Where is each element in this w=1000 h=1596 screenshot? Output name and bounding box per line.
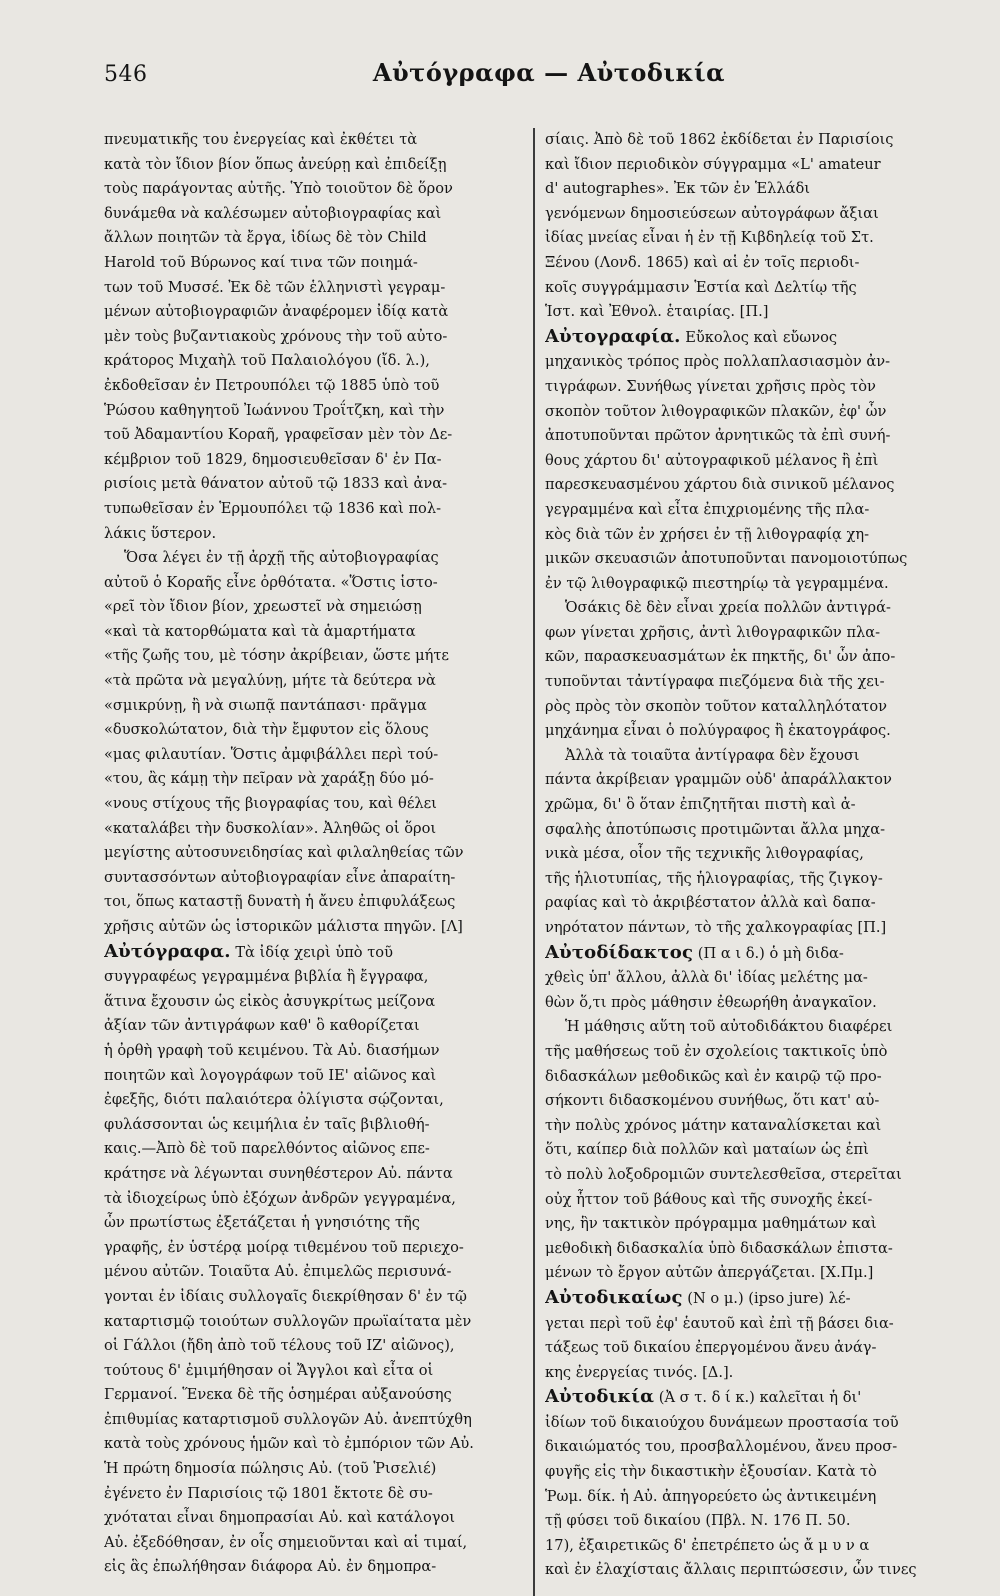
text-line <box>104 153 517 178</box>
line-text: μένου αὐτῶν. Τοιαῦτα Αὐ. ἐπιμελῶς περισυνά- <box>104 1263 452 1281</box>
text-line <box>545 744 960 769</box>
text-line <box>545 276 960 301</box>
text-line <box>545 818 960 843</box>
line-text: παρεσκευασμένου χάρτου διὰ σινικοῦ μέλανος <box>545 476 895 494</box>
right-column <box>545 128 960 1583</box>
text-line <box>104 177 517 202</box>
line-text: Ὅσα λέγει ἐν τῇ ἀρχῇ τῆς αὐτοβιογραφίας <box>124 549 439 567</box>
text-line <box>104 448 517 473</box>
line-text: τῆς ἡλιοτυπίας, τῆς ἡλιογραφίας, τῆς ζιγκογ- <box>545 869 883 887</box>
text-line <box>545 1361 960 1386</box>
line-text: τὸ πολὺ λοξοδρομιῶν συντελεσθεῖσα, στερεῖται <box>545 1165 902 1183</box>
line-text: τυπωθεῖσαν ἐν Ἑρμουπόλει τῷ 1836 καὶ πολ- <box>104 499 442 517</box>
line-text: μεγίστης αὐτοσυνειδησίας καὶ φιλαληθείας τῶν <box>104 844 464 862</box>
line-text: τυποῦνται τἀντίγραφα πιεζόμενα διὰ τῆς χει- <box>545 673 885 691</box>
text-line <box>545 226 960 251</box>
line-text: φυλάσσονται ὡς κειμήλια ἐν ταῖς βιβλιοθή- <box>104 1115 430 1133</box>
line-text: δικαιώματός του, προσβαλλομένου, ἄνευ προσ- <box>545 1438 898 1456</box>
line-text: «καταλάβει τὴν δυσκολίαν». Ἀληθῶς οἱ ὅροι <box>104 819 437 837</box>
line-text: των τοῦ Μυσσέ. Ἐκ δὲ τῶν ἑλληνιστὶ γεγραμ- <box>104 278 446 296</box>
line-text: κατὰ τὸν ἴδιον βίον ὅπως ἀνεύρῃ καὶ ἐπιδείξῃ <box>104 155 447 173</box>
line-text: φυγῆς εἰς τὴν δικαστικὴν ἐξουσίαν. Κατὰ τὸ <box>545 1463 877 1481</box>
line-text: ὧν πρωτίστως ἐξετάζεται ἡ γνησιότης τῆς <box>104 1214 420 1232</box>
line-text: «σμικρύνῃ, ἢ νὰ σιωπᾷ παντάπασι· πρᾶγμα <box>104 696 427 714</box>
text-line <box>104 423 517 448</box>
line-text: σίαις. Ἀπὸ δὲ τοῦ 1862 ἐκδίδεται ἐν Παρισίοις <box>545 131 894 148</box>
text-line <box>545 621 960 646</box>
text-line <box>104 1408 517 1433</box>
line-text: φων γίνεται χρῆσις, ἀντὶ λιθογραφικῶν πλα- <box>545 623 881 641</box>
line-text: ἐπιθυμίας καταρτισμοῦ συλλογῶν Αὐ. ἀνεπτύχθη <box>104 1410 472 1428</box>
line-text: «τὰ πρῶτα νὰ μεγαλύνῃ, μήτε τὰ δεύτερα νὰ <box>104 672 436 690</box>
line-text: Harold τοῦ Βύρωνος καί τινα τῶν ποιημά- <box>104 253 418 271</box>
line-text: κοῖς συγγράμμασιν Ἑστία καὶ Δελτίῳ τῆς <box>545 278 857 296</box>
line-text: κης ἐνεργείας τινός. [Δ.]. <box>545 1363 734 1381</box>
line-text: ἀξίαν τῶν ἀντιγράφων καθ' ὃ καθορίζεται <box>104 1017 420 1035</box>
left-column <box>104 128 531 1580</box>
line-text: τοῦ Ἀδαμαντίου Κοραῆ, γραφεῖσαν μὲν τὸν Δε- <box>104 426 453 444</box>
text-line <box>545 695 960 720</box>
line-text: Ἱστ. καὶ Ἐθνολ. ἑταιρίας. [Π.] <box>545 303 769 321</box>
line-text: ρὸς πρὸς τὸν σκοπὸν τοῦτον καταλληλότατον <box>545 697 888 715</box>
text-line <box>545 128 960 153</box>
text-line <box>104 792 517 817</box>
text-line <box>104 965 517 990</box>
text-line <box>104 1334 517 1359</box>
text-line <box>104 226 517 251</box>
text-line <box>545 1040 960 1065</box>
line-text: τοι, ὅπως καταστῇ δυνατὴ ἡ ἄνευ ἐπιφυλάξεως <box>104 893 456 911</box>
line-text: μένων τὸ ἔργον αὐτῶν ἀπεργάζεται. [Χ.Πμ.] <box>545 1264 874 1282</box>
text-line <box>545 375 960 400</box>
text-line <box>545 991 960 1016</box>
text-line <box>545 449 960 474</box>
line-text: d' autographes». Ἐκ τῶν ἐν Ἑλλάδι <box>545 180 811 198</box>
text-line <box>545 1065 960 1090</box>
line-text: ἐγένετο ἐν Παρισίοις τῷ 1801 ἔκτοτε δὲ συ- <box>104 1484 433 1502</box>
text-line <box>104 890 517 915</box>
text-line <box>545 523 960 548</box>
text-line <box>545 400 960 425</box>
line-text: 17), ἐξαιρετικῶς δ' ἐπετρέπετο ὡς ἄ μ υ ν α <box>545 1536 870 1554</box>
text-line <box>104 128 517 153</box>
line-text: σκοπὸν τοῦτον λιθογραφικῶν πλακῶν, ἐφ' ὧν <box>545 402 887 420</box>
text-line <box>104 1162 517 1187</box>
line-text: κῶν, παρασκευασμάτων ἐκ πηκτῆς, δι' ὧν ἀπο- <box>545 648 896 666</box>
line-text: «του, ἂς κάμῃ τὴν πεῖραν νὰ χαράξῃ δύο μό- <box>104 770 434 788</box>
entry-headword: Αὐτογραφία. <box>545 325 681 347</box>
text-line <box>545 1534 960 1559</box>
text-line <box>545 867 960 892</box>
line-text: γραφῆς, ἐν ὑστέρᾳ μοίρᾳ τιθεμένου τοῦ περιεχο- <box>104 1238 464 1256</box>
text-line <box>545 1237 960 1262</box>
text-line <box>545 424 960 449</box>
line-text: τῇ φύσει τοῦ δικαίου (Πβλ. Ν. 176 Π. 50. <box>545 1512 851 1530</box>
text-line <box>104 1383 517 1408</box>
line-text: τῆς μαθήσεως τοῦ ἐν σχολείοις τακτικοῖς ὑπὸ <box>545 1042 888 1060</box>
line-text: μὲν τοὺς βυζαντιακοὺς χρόνους τὴν τοῦ αὐτο- <box>104 327 448 345</box>
text-line <box>545 202 960 227</box>
text-line <box>545 891 960 916</box>
text-line <box>545 473 960 498</box>
line-text: ὅτι, καίπερ διὰ πολλῶν καὶ ματαίων ὡς ἐπὶ <box>545 1141 869 1159</box>
line-text: μένων αὐτοβιογραφιῶν ἀναφέρομεν ἰδίᾳ κατὰ <box>104 303 449 321</box>
line-text: Ῥωμ. δίκ. ἡ Αὐ. ἀπηγορεύετο ὡς ἀντικειμένη <box>545 1487 877 1505</box>
text-line <box>545 1435 960 1460</box>
text-line <box>545 1312 960 1337</box>
text-line <box>545 670 960 695</box>
text-line <box>545 645 960 670</box>
text-line <box>104 620 517 645</box>
line-text: νηρότατον πάντων, τὸ τῆς χαλκογραφίας [Π.] <box>545 919 887 936</box>
text-line <box>545 1509 960 1534</box>
text-line <box>104 349 517 374</box>
text-line <box>545 966 960 991</box>
text-line <box>104 571 517 596</box>
line-text: Ξένου (Λονδ. 1865) καὶ αἱ ἐν τοῖς περιοδι- <box>545 253 860 271</box>
line-text: ραφίας καὶ τὸ ἀκριβέστατον ἀλλὰ καὶ δαπα- <box>545 894 876 912</box>
text-line <box>104 251 517 276</box>
text-line <box>104 990 517 1015</box>
text-line <box>545 1460 960 1485</box>
line-text: Ἡ μάθησις αὕτη τοῦ αὐτοδιδάκτου διαφέρει <box>565 1018 893 1036</box>
line-text: κὸς διὰ τῶν ἐν χρήσει ἐν τῇ λιθογραφίᾳ χη- <box>545 525 870 543</box>
line-text: «ρεῖ τὸν ἴδιον βίον, χρεωστεῖ νὰ σημειώσῃ <box>104 598 422 616</box>
text-line <box>104 1457 517 1482</box>
text-line <box>104 202 517 227</box>
line-text: οἱ Γάλλοι (ἤδη ἀπὸ τοῦ τέλους τοῦ ΙΖ' αἰῶνος), <box>104 1337 455 1355</box>
text-line <box>104 1482 517 1507</box>
text-line <box>104 276 517 301</box>
text-line <box>545 1558 960 1583</box>
entry-headword: Αὐτοδίδακτος <box>545 941 694 963</box>
line-text: μεθοδικὴ διδασκαλία ὑπὸ διδασκάλων ἐπιστα- <box>545 1239 893 1257</box>
line-text: πνευματικῆς του ἐνεργείας καὶ ἐκθέτει τὰ <box>104 131 418 148</box>
line-text: (Ν ο μ.) (ipso jure) λέ- <box>682 1289 851 1307</box>
line-text: καις.—Ἀπὸ δὲ τοῦ παρελθόντος αἰῶνος επε- <box>104 1140 430 1158</box>
text-line <box>104 546 517 571</box>
line-text: ἅτινα ἔχουσιν ὡς εἰκὸς ἀσυγκρίτως μείζονα <box>104 992 436 1010</box>
text-line <box>104 817 517 842</box>
text-line <box>545 1114 960 1139</box>
text-line <box>545 300 960 325</box>
line-text: ἡ ὀρθὴ γραφὴ τοῦ κειμένου. Τὰ Αὐ. διασήμων <box>104 1041 440 1059</box>
text-line <box>104 1285 517 1310</box>
text-line <box>104 1187 517 1212</box>
text-line <box>104 595 517 620</box>
line-text: Γερμανοί. Ἕνεκα δὲ τῆς ὁσημέραι αὐξανούσης <box>104 1386 452 1404</box>
text-line <box>545 251 960 276</box>
line-text: τούτους δ' ἐμιμήθησαν οἱ Ἄγγλοι καὶ εἶτα οἱ <box>104 1361 434 1379</box>
text-line <box>104 399 517 424</box>
line-text: κατὰ τοὺς χρόνους ἡμῶν καὶ τὸ ἐμπόριον τῶν Αὐ. <box>104 1435 474 1453</box>
text-line <box>545 1188 960 1213</box>
text-line <box>545 1089 960 1114</box>
text-line <box>104 1113 517 1138</box>
line-text: ποιητῶν καὶ λογογράφων τοῦ ΙΕ' αἰῶνος καὶ <box>104 1066 437 1084</box>
text-line <box>104 522 517 547</box>
line-text: Ὁσάκις δὲ δὲν εἶναι χρεία πολλῶν ἀντιγρά- <box>565 599 891 617</box>
line-text: Αὐ. ἐξεδόθησαν, ἐν οἷς σημειοῦνται καὶ αἱ τιμαί, <box>104 1533 468 1551</box>
line-text: τὴν πολὺς χρόνος μάτην καταναλίσκεται καὶ <box>545 1116 882 1134</box>
line-text: θους χάρτου δι' αὐτογραφικοῦ μέλανος ἢ ἐπὶ <box>545 451 879 469</box>
line-text: οὐχ ἧττον τοῦ βάθους καὶ τῆς συνοχῆς ἐκεί- <box>545 1190 873 1208</box>
page-number: 546 <box>104 62 148 87</box>
text-line <box>104 644 517 669</box>
line-text: Τὰ ἰδίᾳ χειρὶ ὑπὸ τοῦ <box>230 943 393 961</box>
line-text: πάντα ἀκρίβειαν γραμμῶν οὐδ' ἀπαράλλακτον <box>545 771 892 789</box>
line-text: γενόμενων δημοσιεύσεων αὐτογράφων ἄξιαι <box>545 204 879 222</box>
line-text: τιγράφων. Συνήθως γίνεται χρῆσις πρὸς τὸν <box>545 377 876 395</box>
text-line <box>104 497 517 522</box>
line-text: ἐφεξῆς, διότι παλαιότερα ὀλίγιστα σῴζονται, <box>104 1091 444 1109</box>
line-text: Εὔκολος καὶ εὔωνος <box>680 328 838 346</box>
line-text: ἄλλων ποιητῶν τὰ ἔργα, ἰδίως δὲ τὸν Child <box>104 229 427 247</box>
line-text: μηχάνημα εἶναι ὁ πολύγραφος ἢ ἑκατογράφος. <box>545 722 891 740</box>
text-line <box>104 1064 517 1089</box>
line-text: (Ἀ σ τ. δ ί κ.) καλεῖται ἡ δι' <box>654 1389 862 1407</box>
text-line <box>545 177 960 202</box>
text-line <box>104 1014 517 1039</box>
line-text: Ἀλλὰ τὰ τοιαῦτα ἀντίγραφα δὲν ἔχουσι <box>565 746 860 764</box>
line-text: μικῶν σκευασιῶν ἀποτυποῦνται πανομοιοτύπως <box>545 550 908 568</box>
text-line <box>104 1432 517 1457</box>
text-line <box>104 1260 517 1285</box>
text-line <box>545 768 960 793</box>
entry-headword: Αὐτοδικία <box>545 1386 655 1408</box>
line-text: καταρτισμῷ τοιούτων συλλογῶν πρωϊαίτατα μὲν <box>104 1312 472 1330</box>
text-line <box>545 1261 960 1286</box>
text-line <box>104 915 517 940</box>
text-line <box>545 596 960 621</box>
text-line <box>104 718 517 743</box>
line-text: τάξεως τοῦ δικαίου ἐπεργομένου ἄνευ ἀνάγ- <box>545 1339 877 1357</box>
text-line <box>104 325 517 350</box>
text-line <box>545 153 960 178</box>
text-line <box>104 300 517 325</box>
text-line <box>104 841 517 866</box>
line-text: σήκοντι διδασκομένου συνήθως, ὅτι κατ' αὐ- <box>545 1092 880 1110</box>
line-text: συντασσόντων αὐτοβιογραφίαν εἶνε ἀπαραίτη- <box>104 868 456 886</box>
text-line <box>545 1286 960 1312</box>
text-line <box>104 1310 517 1335</box>
text-line <box>545 1212 960 1237</box>
line-text: καὶ ἐν ἐλαχίσταις ἄλλαις περιπτώσεσιν, ὧν τινες <box>545 1561 917 1579</box>
text-line <box>104 669 517 694</box>
text-line <box>545 1015 960 1040</box>
line-text: (Π α ι δ.) ὁ μὴ διδα- <box>693 944 844 962</box>
text-line <box>545 1411 960 1436</box>
text-line <box>104 1211 517 1236</box>
text-line <box>545 719 960 744</box>
line-text: αὐτοῦ ὁ Κοραῆς εἶνε ὀρθότατα. «Ὅστις ἱστο- <box>104 573 438 591</box>
line-text: «νους στίχους τῆς βιογραφίας του, καὶ θέλει <box>104 795 437 813</box>
running-head: Αὐτόγραφα — Αὐτοδικία <box>372 58 726 87</box>
line-text: γονται ἐν ἰδίαις συλλογαῖς διεκρίθησαν δ' ἐν τῷ <box>104 1287 467 1305</box>
text-line <box>545 1138 960 1163</box>
text-line <box>545 1385 960 1411</box>
line-text: χρῶμα, δι' ὃ ὅταν ἐπιζητῆται πιστὴ καὶ ἀ- <box>545 796 856 814</box>
line-text: γεται περὶ τοῦ ἐφ' ἑαυτοῦ καὶ ἐπὶ τῇ βάσει δια- <box>545 1314 894 1332</box>
entry-headword: Αὐτοδικαίως <box>545 1286 683 1308</box>
line-text: κράτορος Μιχαὴλ τοῦ Παλαιολόγου (ἴδ. λ.), <box>104 352 430 370</box>
line-text: τὰ ἰδιοχείρως ὑπὸ ἐξόχων ἀνδρῶν γεγγραμένα, <box>104 1189 456 1207</box>
text-line <box>545 498 960 523</box>
line-text: γεγραμμένα καὶ εἶτα ἐπιχριομένης τῆς πλα- <box>545 500 870 518</box>
line-text: Ῥώσου καθηγητοῦ Ἰωάννου Τροΐτζκη, καὶ τὴν <box>104 401 445 419</box>
text-line <box>104 866 517 891</box>
text-line <box>545 547 960 572</box>
line-text: σφαλὴς ἀποτύπωσις προτιμῶνται ἄλλα μηχα- <box>545 820 886 838</box>
line-text: Ἡ πρώτη δημοσία πώλησις Αὐ. (τοῦ Ῥισελιέ) <box>104 1460 437 1478</box>
text-line <box>545 572 960 597</box>
line-text: θὼν ὅ,τι πρὸς μάθησιν ἐθεωρήθη ἀναγκαῖον. <box>545 993 877 1011</box>
text-line <box>545 1163 960 1188</box>
line-text: «καὶ τὰ κατορθώματα καὶ τὰ ἁμαρτήματα <box>104 622 416 640</box>
line-text: ἐν τῷ λιθογραφικῷ πιεστηρίῳ τὰ γεγραμμένα. <box>545 574 889 592</box>
text-line <box>545 941 960 967</box>
line-text: εἰς ἃς ἐπωλήθησαν διάφορα Αὐ. ἐν δημοπρα- <box>104 1558 437 1576</box>
text-line <box>104 374 517 399</box>
text-line <box>545 1336 960 1361</box>
line-text: «δυσκολώτατον, διὰ τὴν ἔμφυτον εἰς ὅλους <box>104 721 429 739</box>
text-line <box>104 767 517 792</box>
column-divider <box>533 128 535 1596</box>
line-text: μηχανικὸς τρόπος πρὸς πολλαπλασιασμὸν ἀν- <box>545 353 891 371</box>
line-text: «μας φιλαυτίαν. Ὅστις ἀμφιβάλλει περὶ τού- <box>104 745 439 763</box>
line-text: κράτησε νὰ λέγωνται συνηθέστερον Αὐ. πάντα <box>104 1164 453 1182</box>
line-text: κέμβριον τοῦ 1829, δημοσιευθεῖσαν δ' ἐν Πα- <box>104 450 442 468</box>
line-text: χρῆσις αὐτῶν ὡς ἱστορικῶν μάλιστα πηγῶν. [Λ] <box>104 918 463 935</box>
line-text: καὶ ἴδιον περιοδικὸν σύγγραμμα «L' amateur <box>545 155 881 173</box>
text-line <box>104 743 517 768</box>
text-line <box>104 1531 517 1556</box>
line-text: νης, ἣν τακτικὸν πρόγραμμα μαθημάτων καὶ <box>545 1215 877 1233</box>
line-text: χνόταται εἶναι δημοπρασίαι Αὐ. καὶ κατάλογοι <box>104 1509 456 1527</box>
line-text: λάκις ὕστερον. <box>104 524 217 542</box>
text-line <box>104 1137 517 1162</box>
text-line <box>104 1088 517 1113</box>
line-text: ρισίοις μετὰ θάνατον αὐτοῦ τῷ 1833 καὶ ἀνα- <box>104 475 447 493</box>
text-line <box>104 1506 517 1531</box>
text-line <box>104 1359 517 1384</box>
line-text: διδασκάλων μεθοδικῶς καὶ ἐν καιρῷ τῷ προ- <box>545 1067 882 1085</box>
text-line <box>104 1236 517 1261</box>
line-text: νικὰ μέσα, οἷον τῆς τεχνικῆς λιθογραφίας, <box>545 845 864 863</box>
text-line <box>104 940 517 966</box>
line-text: ἰδίας μνείας εἶναι ἡ ἐν τῇ Κιβδηλείᾳ τοῦ Στ. <box>545 229 874 247</box>
text-line <box>104 1555 517 1580</box>
text-line <box>545 916 960 941</box>
line-text: ἰδίων τοῦ δικαιούχου δυνάμεων προστασία τοῦ <box>545 1413 899 1431</box>
text-line <box>104 1039 517 1064</box>
line-text: δυνάμεθα νὰ καλέσωμεν αὐτοβιογραφίας καὶ <box>104 204 442 222</box>
text-line <box>545 793 960 818</box>
text-columns <box>104 128 960 1596</box>
text-line <box>104 472 517 497</box>
line-text: ἀποτυποῦνται πρῶτον ἀρνητικῶς τὰ ἐπὶ συνή- <box>545 427 891 445</box>
line-text: τοὺς παράγοντας αὐτῆς. Ὑπὸ τοιοῦτον δὲ ὅρον <box>104 180 453 198</box>
text-line <box>104 694 517 719</box>
line-text: χθεὶς ὑπ' ἄλλου, ἀλλὰ δι' ἰδίας μελέτης μα- <box>545 969 868 987</box>
text-line <box>545 325 960 351</box>
text-line <box>545 350 960 375</box>
line-text: συγγραφέως γεγραμμένα βιβλία ἢ ἔγγραφα, <box>104 968 429 986</box>
entry-headword: Αὐτόγραφα. <box>104 940 231 962</box>
text-line <box>545 1485 960 1510</box>
line-text: «τῆς ζωῆς του, μὲ τόσην ἀκρίβειαν, ὥστε μήτε <box>104 647 449 665</box>
page-header <box>104 58 960 102</box>
text-line <box>545 842 960 867</box>
line-text: ἐκδοθεῖσαν ἐν Πετρουπόλει τῷ 1885 ὑπὸ τοῦ <box>104 376 440 394</box>
